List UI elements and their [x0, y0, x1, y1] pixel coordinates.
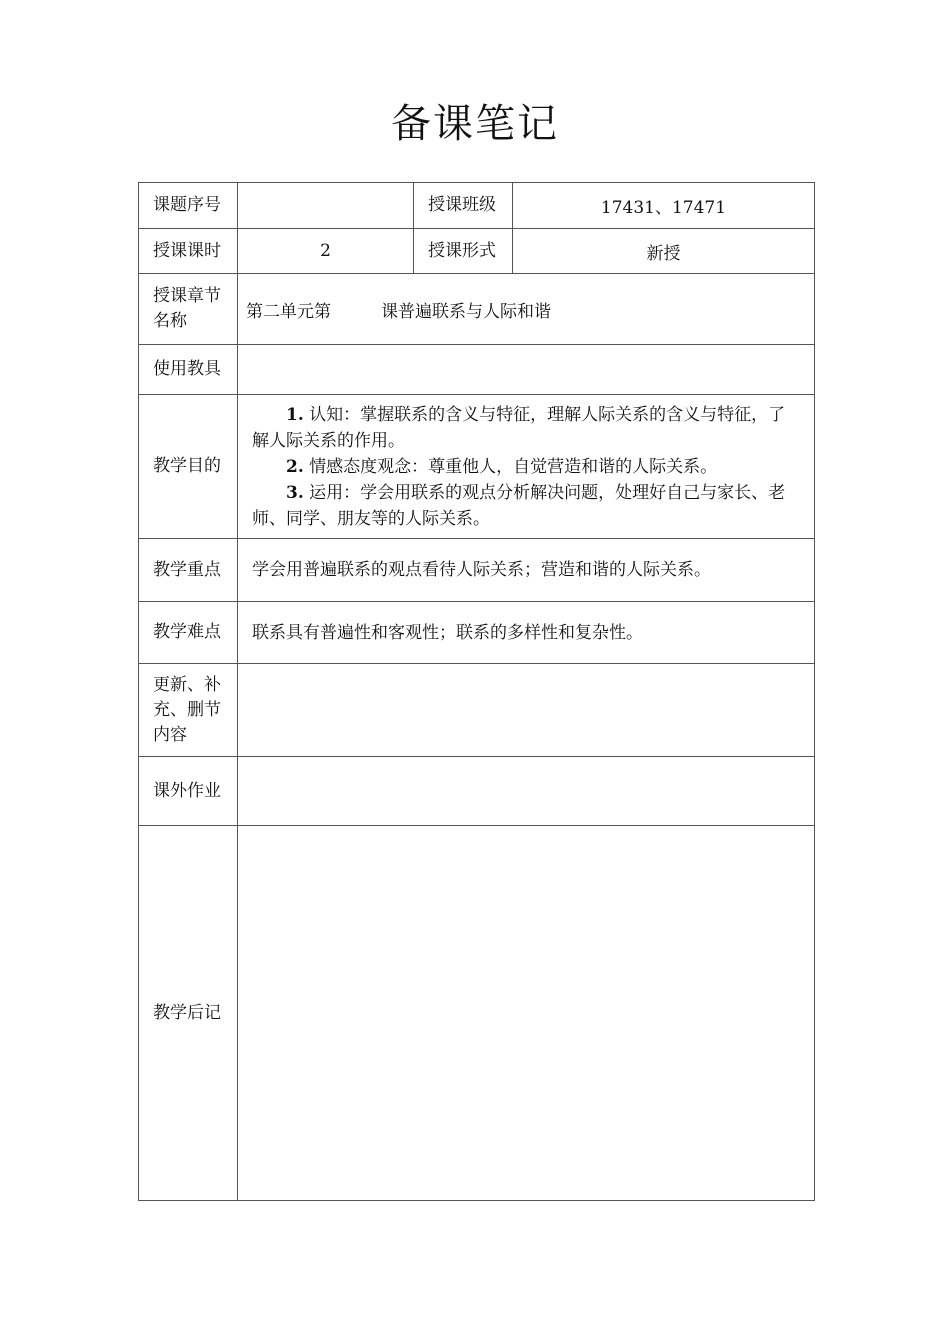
- objective-number: 1.: [286, 404, 304, 425]
- lesson-plan-table: [138, 182, 815, 1201]
- homework-field[interactable]: [238, 757, 815, 826]
- difficulties-field[interactable]: 联系具有普遍性和客观性；联系的多样性和复杂性。: [238, 602, 815, 664]
- table-row: [139, 539, 815, 602]
- chapter-value-part1: 第二单元第: [246, 301, 331, 322]
- objective-number: 2.: [286, 456, 304, 477]
- reflection-field[interactable]: [238, 826, 815, 1201]
- updates-label-line1: 更新、补: [153, 674, 221, 695]
- key-points-label: 教学重点: [139, 539, 238, 602]
- homework-label: 课外作业: [139, 757, 238, 826]
- chapter-field[interactable]: [238, 274, 815, 345]
- objectives-field[interactable]: [238, 395, 815, 539]
- lesson-number-label: 课题序号: [139, 183, 238, 229]
- objective-item: [252, 454, 802, 480]
- updates-label-line3: 内容: [153, 724, 187, 745]
- table-row: [139, 395, 815, 539]
- table-row: [139, 229, 815, 274]
- chapter-value-part2: 课普遍联系与人际和谐: [381, 301, 551, 322]
- objective-text: 认知：掌握联系的含义与特征，理解人际关系的含义与特征，了解人际关系的作用。: [252, 404, 786, 451]
- objective-text: 情感态度观念：尊重他人，自觉营造和谐的人际关系。: [309, 456, 718, 477]
- teaching-tools-label: 使用教具: [139, 345, 238, 395]
- key-points-field[interactable]: 学会用普遍联系的观点看待人际关系；营造和谐的人际关系。: [238, 539, 815, 602]
- class-label: 授课班级: [414, 183, 513, 229]
- teaching-tools-field[interactable]: [238, 345, 815, 395]
- class-hours-label: 授课课时: [139, 229, 238, 274]
- class-hours-field[interactable]: 2: [238, 229, 414, 274]
- table-row: [139, 826, 815, 1201]
- page-title: 备课笔记: [391, 101, 559, 147]
- updates-label: [139, 664, 238, 757]
- table-row: [139, 274, 815, 345]
- chapter-label-line2: 名称: [153, 311, 187, 331]
- chapter-label-line1: 授课章节: [153, 286, 221, 306]
- class-field[interactable]: 17431、17471: [513, 183, 815, 229]
- updates-field[interactable]: [238, 664, 815, 757]
- objective-item: [252, 402, 802, 454]
- objective-text: 运用：学会用联系的观点分析解决问题，处理好自己与家长、老师、同学、朋友等的人际关系。: [252, 482, 786, 529]
- lesson-number-field[interactable]: [238, 183, 414, 229]
- objectives-label: 教学目的: [139, 395, 238, 539]
- table-row: [139, 602, 815, 664]
- difficulties-label: 教学难点: [139, 602, 238, 664]
- objective-number: 3.: [286, 482, 304, 503]
- table-row: [139, 757, 815, 826]
- table-row: [139, 664, 815, 757]
- objective-item: [252, 480, 802, 532]
- teaching-form-label: 授课形式: [414, 229, 513, 274]
- table-row: [139, 183, 815, 229]
- chapter-label: [139, 274, 238, 345]
- updates-label-line2: 充、删节: [153, 699, 221, 720]
- reflection-label: 教学后记: [139, 826, 238, 1201]
- teaching-form-field[interactable]: 新授: [513, 229, 815, 274]
- table-row: [139, 345, 815, 395]
